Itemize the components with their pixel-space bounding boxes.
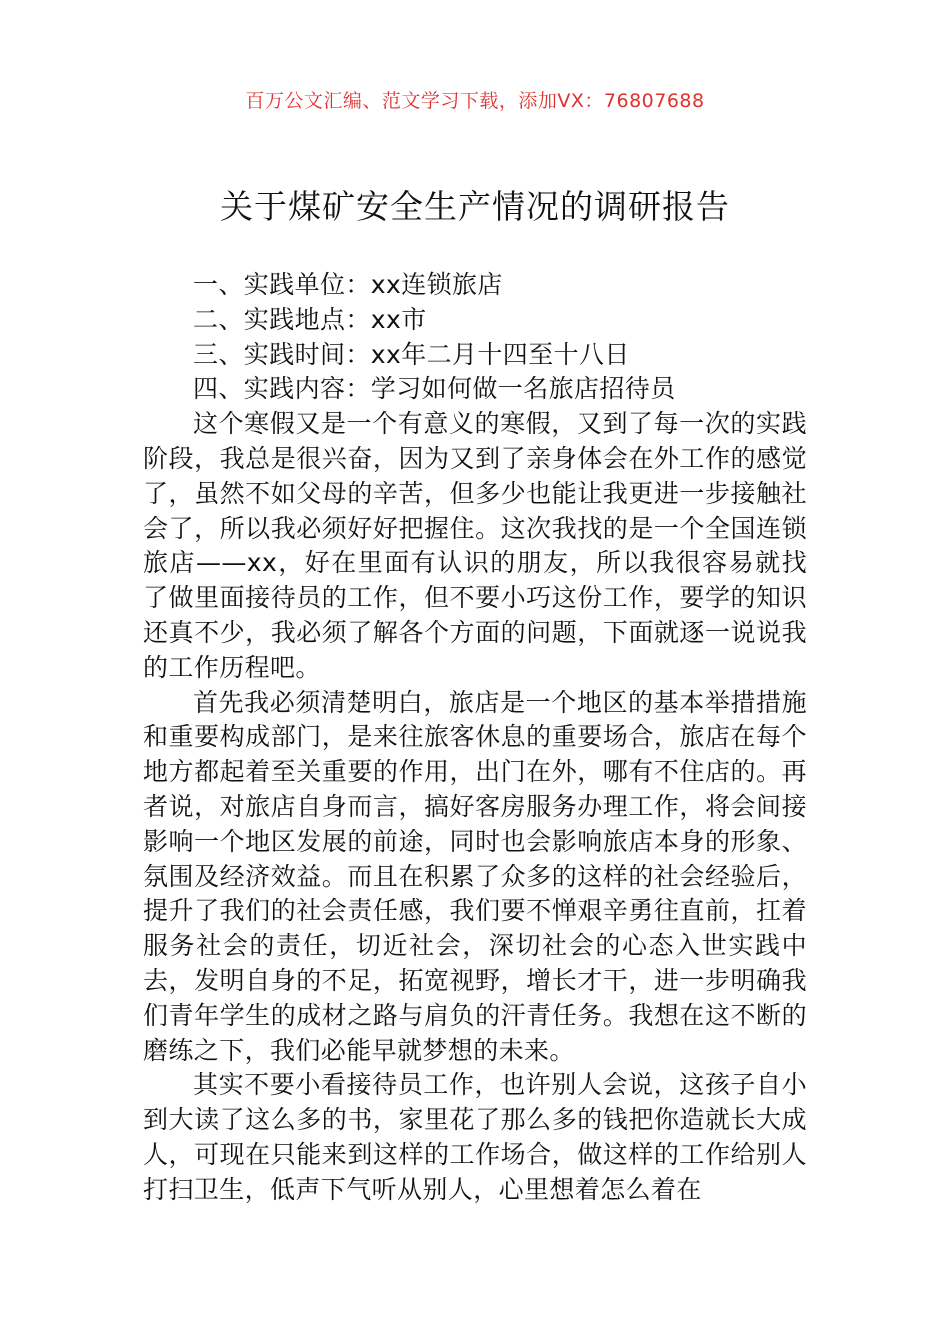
document-body xyxy=(143,268,807,1208)
info-item-time: 三、实践时间：xx年二月十四至十八日 xyxy=(193,339,630,369)
info-item-content: 四、实践内容：学习如何做一名旅店招待员 xyxy=(193,374,676,404)
paragraph-hotel-importance: 首先我必须清楚明白，旅店是一个地区的基本举措措施和重要构成部门，是来往旅客休息的重要场合，旅店在每个地方都起着至关重要的作用，出门在外，哪有不住店的。再者说，对旅店自身而言，搞好客房服务办理工作，将会间接影响一个地区发展的前途，同时也会影响旅店本身的形象、氛围及经济效益。而且在积累了众多的这样的社会经验后，提升了我们的社会责任感，我们要不惮艰辛勇往直前，扛着服务社会的责任，切近社会，深切社会的心态入世实践中去，发明自身的不足，拓宽视野，增长才干，进一步明确我们青年学生的成材之路与肩负的汗青任务。我想在这不断的磨练之下，我们必能早就梦想的未来。 xyxy=(143,687,807,1065)
paragraph-intro: 这个寒假又是一个有意义的寒假，又到了每一次的实践阶段，我总是很兴奋，因为又到了亲身体会在外工作的感觉了，虽然不如父母的辛苦，但多少也能让我更进一步接触社会了，所以我必须好好把握住。这次我找的是一个全国连锁旅店——xx，好在里面有认识的朋友，所以我很容易就找了做里面接待员的工作，但不要小巧这份工作，要学的知识还真不少，我必须了解各个方面的问题，下面就逐一说说我的工作历程吧。 xyxy=(143,409,807,682)
paragraph-receptionist: 其实不要小看接待员工作，也许别人会说，这孩子自小到大读了这么多的书，家里花了那么多的钱把你造就长大成人，可现在只能来到这样的工作场合，做这样的工作给别人打扫卫生，低声下气听从别人，心里想着怎么着在 xyxy=(143,1070,807,1204)
info-item-location: 二、实践地点：xx市 xyxy=(193,304,427,334)
watermark-banner: 百万公文汇编、范文学习下载，添加VX：76807688 xyxy=(245,90,705,112)
info-item-unit: 一、实践单位：xx连锁旅店 xyxy=(193,270,503,299)
document-title: 关于煤矿安全生产情况的调研报告 xyxy=(220,187,730,226)
